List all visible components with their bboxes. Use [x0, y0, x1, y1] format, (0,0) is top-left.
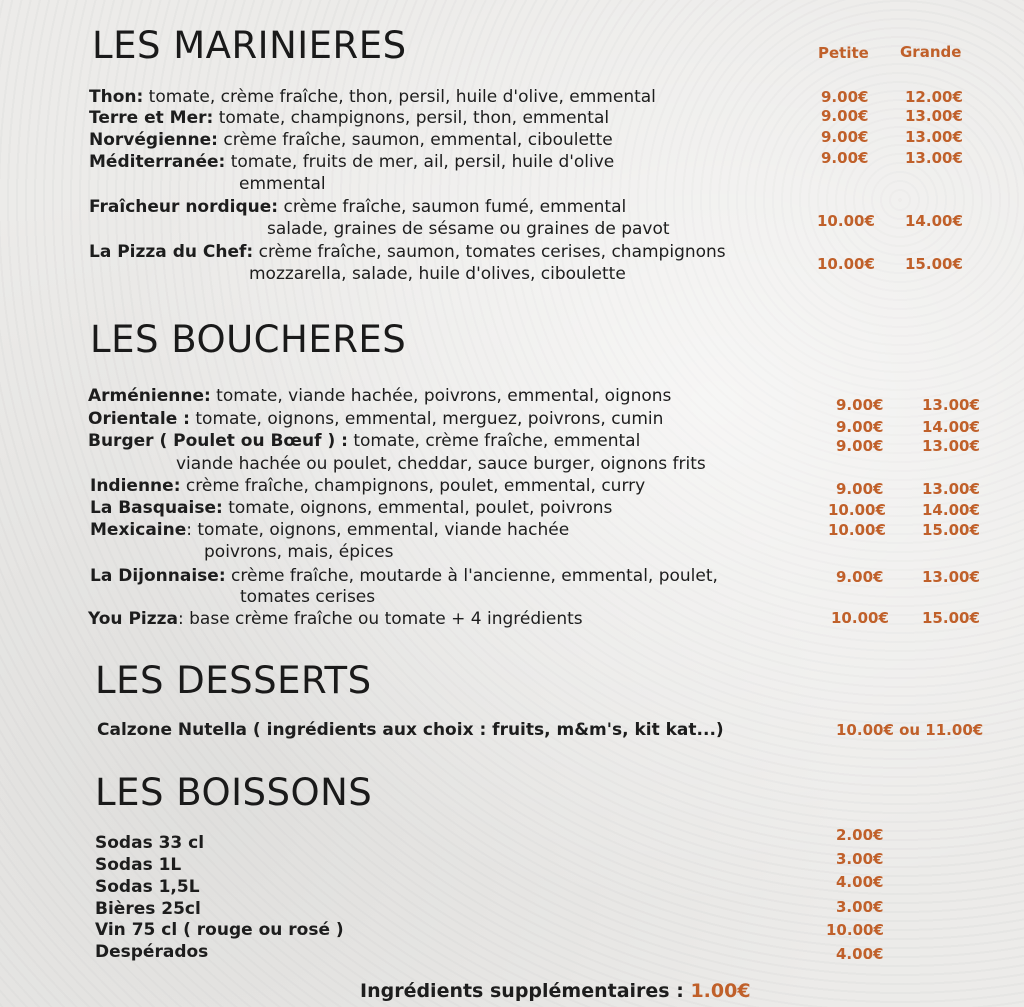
- price-grande: 13.00€: [922, 480, 980, 498]
- price-grande: 12.00€: [905, 88, 963, 106]
- price-petite: 10.00€: [817, 255, 875, 273]
- drink-item: Sodas 1L: [95, 855, 182, 875]
- drink-item: Bières 25cl: [95, 899, 201, 919]
- section-title-boucheres: LES BOUCHERES: [90, 318, 407, 361]
- drink-item: Sodas 33 cl: [95, 833, 205, 853]
- price-drink: 3.00€: [836, 850, 884, 868]
- price-petite: 9.00€: [821, 149, 869, 167]
- price-petite: 10.00€: [828, 501, 886, 519]
- price-petite: 9.00€: [821, 107, 869, 125]
- menu-item-mediterranee-line2: emmental: [239, 174, 326, 194]
- extra-ingredients-note: [360, 980, 751, 1002]
- drink-item: Despérados: [95, 942, 209, 962]
- menu-item-you-pizza: You Pizza: base crème fraîche ou tomate + 4 ingrédients: [88, 609, 583, 629]
- menu-item-indienne: Indienne: crème fraîche, champignons, poulet, emmental, curry: [90, 476, 646, 496]
- price-drink: 4.00€: [836, 873, 884, 891]
- section-title-boissons: LES BOISSONS: [95, 771, 373, 814]
- menu-item-fraicheur-nordique: Fraîcheur nordique: crème fraîche, saumon fumé, emmental: [89, 197, 627, 217]
- price-grande: 14.00€: [922, 418, 980, 436]
- price-petite: 9.00€: [836, 418, 884, 436]
- section-title-marinieres: LES MARINIERES: [92, 24, 407, 67]
- menu-item-mediterranee: Méditerranée: tomate, fruits de mer, ail, persil, huile d'olive: [89, 152, 615, 172]
- drink-item: Sodas 1,5L: [95, 877, 200, 897]
- menu-item-mexicaine-line2: poivrons, mais, épices: [204, 542, 394, 562]
- menu-item-dijonnaise: La Dijonnaise: crème fraîche, moutarde à l'ancienne, emmental, poulet,: [90, 566, 718, 586]
- price-petite: 10.00€: [817, 212, 875, 230]
- extra-ingredients-label: Ingrédients supplémentaires :: [360, 980, 691, 1002]
- drink-item: Vin 75 cl ( rouge ou rosé ): [95, 920, 344, 940]
- menu-item-fraicheur-nordique-line2: salade, graines de sésame ou graines de pavot: [267, 219, 670, 239]
- menu-item-dijonnaise-line2: tomates cerises: [240, 587, 376, 607]
- menu-item-terre-et-mer: Terre et Mer: tomate, champignons, persil, thon, emmental: [89, 108, 610, 128]
- menu-item-thon: Thon: tomate, crème fraîche, thon, persil, huile d'olive, emmental: [89, 87, 656, 107]
- price-grande: 13.00€: [905, 107, 963, 125]
- menu-item-burger: Burger ( Poulet ou Bœuf ) : tomate, crème fraîche, emmental: [88, 431, 641, 451]
- price-grande: 13.00€: [922, 396, 980, 414]
- price-petite: 10.00€: [831, 609, 889, 627]
- price-petite: 9.00€: [836, 480, 884, 498]
- price-petite: 10.00€: [828, 521, 886, 539]
- menu-item-basquaise: La Basquaise: tomate, oignons, emmental, poulet, poivrons: [90, 498, 613, 518]
- menu-item-pizza-du-chef-line2: mozzarella, salade, huile d'olives, ciboulette: [249, 264, 626, 284]
- menu-item-calzone-nutella: Calzone Nutella ( ingrédients aux choix : fruits, m&m's, kit kat...): [97, 720, 724, 740]
- price-grande: 14.00€: [905, 212, 963, 230]
- price-grande: 13.00€: [922, 437, 980, 455]
- extra-ingredients-price: 1.00€: [690, 980, 751, 1002]
- price-petite: 9.00€: [836, 568, 884, 586]
- menu-item-mexicaine: Mexicaine: tomate, oignons, emmental, viande hachée: [90, 520, 570, 540]
- price-grande: 14.00€: [922, 501, 980, 519]
- price-petite: 9.00€: [821, 88, 869, 106]
- price-grande: 15.00€: [922, 521, 980, 539]
- price-petite: 9.00€: [836, 437, 884, 455]
- menu-item-orientale: Orientale : tomate, oignons, emmental, merguez, poivrons, cumin: [88, 409, 664, 429]
- price-drink: 2.00€: [836, 826, 884, 844]
- menu-item-norvegienne: Norvégienne: crème fraîche, saumon, emmental, ciboulette: [89, 130, 613, 150]
- price-drink: 3.00€: [836, 898, 884, 916]
- menu-item-armenienne: Arménienne: tomate, viande hachée, poivrons, emmental, oignons: [88, 386, 672, 406]
- price-grande: 13.00€: [905, 149, 963, 167]
- column-header-grande: Grande: [900, 43, 962, 61]
- price-grande: 13.00€: [922, 568, 980, 586]
- section-title-desserts: LES DESSERTS: [95, 659, 372, 702]
- price-grande: 15.00€: [905, 255, 963, 273]
- column-header-petite: Petite: [818, 44, 869, 62]
- price-grande: 13.00€: [905, 128, 963, 146]
- menu-item-pizza-du-chef: La Pizza du Chef: crème fraîche, saumon, tomates cerises, champignons: [89, 242, 726, 262]
- price-petite: 9.00€: [836, 396, 884, 414]
- price-drink: 10.00€: [826, 921, 884, 939]
- price-dessert: 10.00€ ou 11.00€: [836, 721, 984, 739]
- price-drink: 4.00€: [836, 945, 884, 963]
- menu-item-burger-line2: viande hachée ou poulet, cheddar, sauce burger, oignons frits: [176, 454, 706, 474]
- price-grande: 15.00€: [922, 609, 980, 627]
- price-petite: 9.00€: [821, 128, 869, 146]
